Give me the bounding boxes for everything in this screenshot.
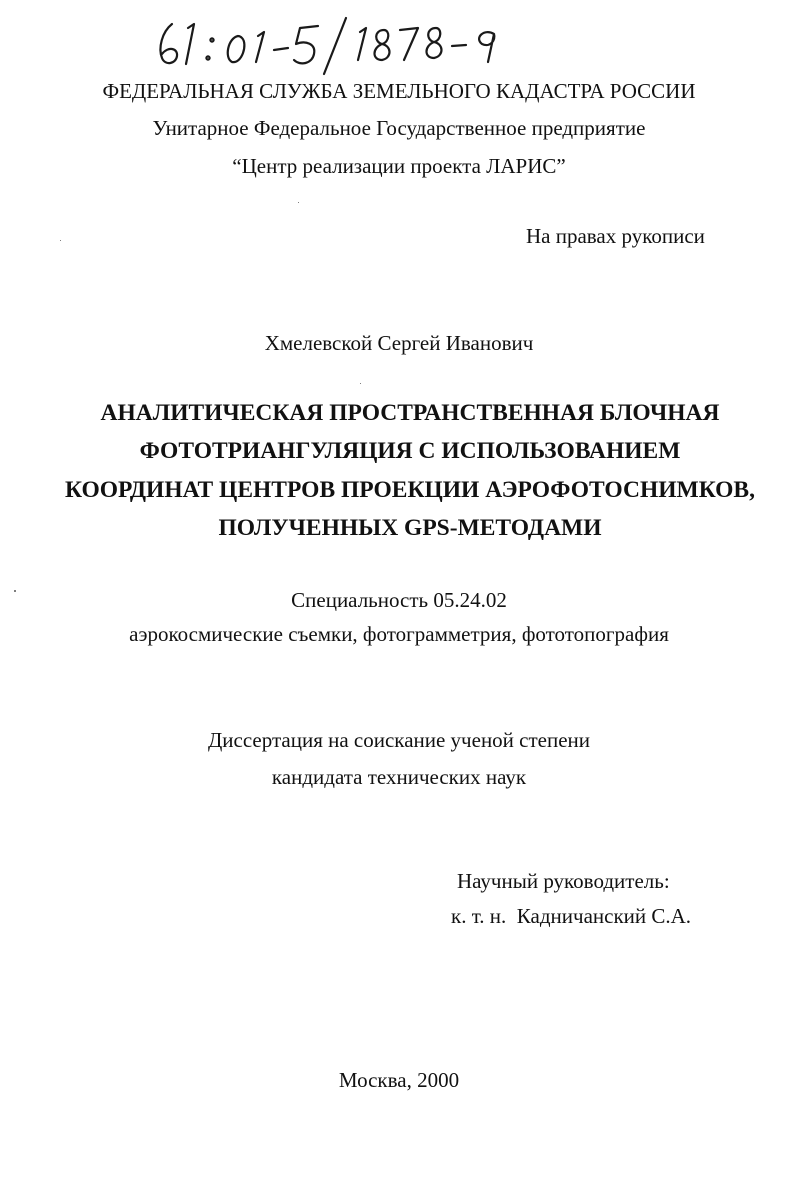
supervisor-label: Научный руководитель: [457,869,670,893]
agency-name: ФЕДЕРАЛЬНАЯ СЛУЖБА ЗЕМЕЛЬНОГО КАДАСТРА РОССИИ [102,79,696,103]
title-line-3: КООРДИНАТ ЦЕНТРОВ ПРОЕКЦИИ АЭРОФОТОСНИМКОВ, [65,477,755,503]
dissertation-line-2: кандидата технических наук [271,765,527,789]
title-line-2: ФОТОТРИАНГУЛЯЦИЯ С ИСПОЛЬЗОВАНИЕМ [139,438,681,464]
rights-note: На правах рукописи [526,224,705,248]
center-name: “Центр реализации проекта ЛАРИС” [232,154,566,178]
dissertation-line-1: Диссертация на соискание ученой степени [207,728,591,752]
specialty-description: аэрокосмические съемки, фотограмметрия, фототопография [129,622,669,646]
specialty-code: Специальность 05.24.02 [291,588,507,612]
scan-speck [360,383,361,384]
author-name: Хмелевской Сергей Иванович [264,331,534,355]
scan-speck [60,240,61,241]
scan-speck [14,590,16,592]
scan-speck [298,202,299,203]
enterprise-name: Унитарное Федеральное Государственное предприятие [152,116,646,140]
place-year: Москва, 2000 [338,1068,460,1092]
handwritten-archive-code [150,14,530,76]
supervisor-name: к. т. н. Кадничанский С.А. [451,904,692,928]
title-line-4: ПОЛУЧЕННЫХ GPS-МЕТОДАМИ [218,515,602,541]
title-line-1: АНАЛИТИЧЕСКАЯ ПРОСТРАНСТВЕННАЯ БЛОЧНАЯ [100,400,720,426]
